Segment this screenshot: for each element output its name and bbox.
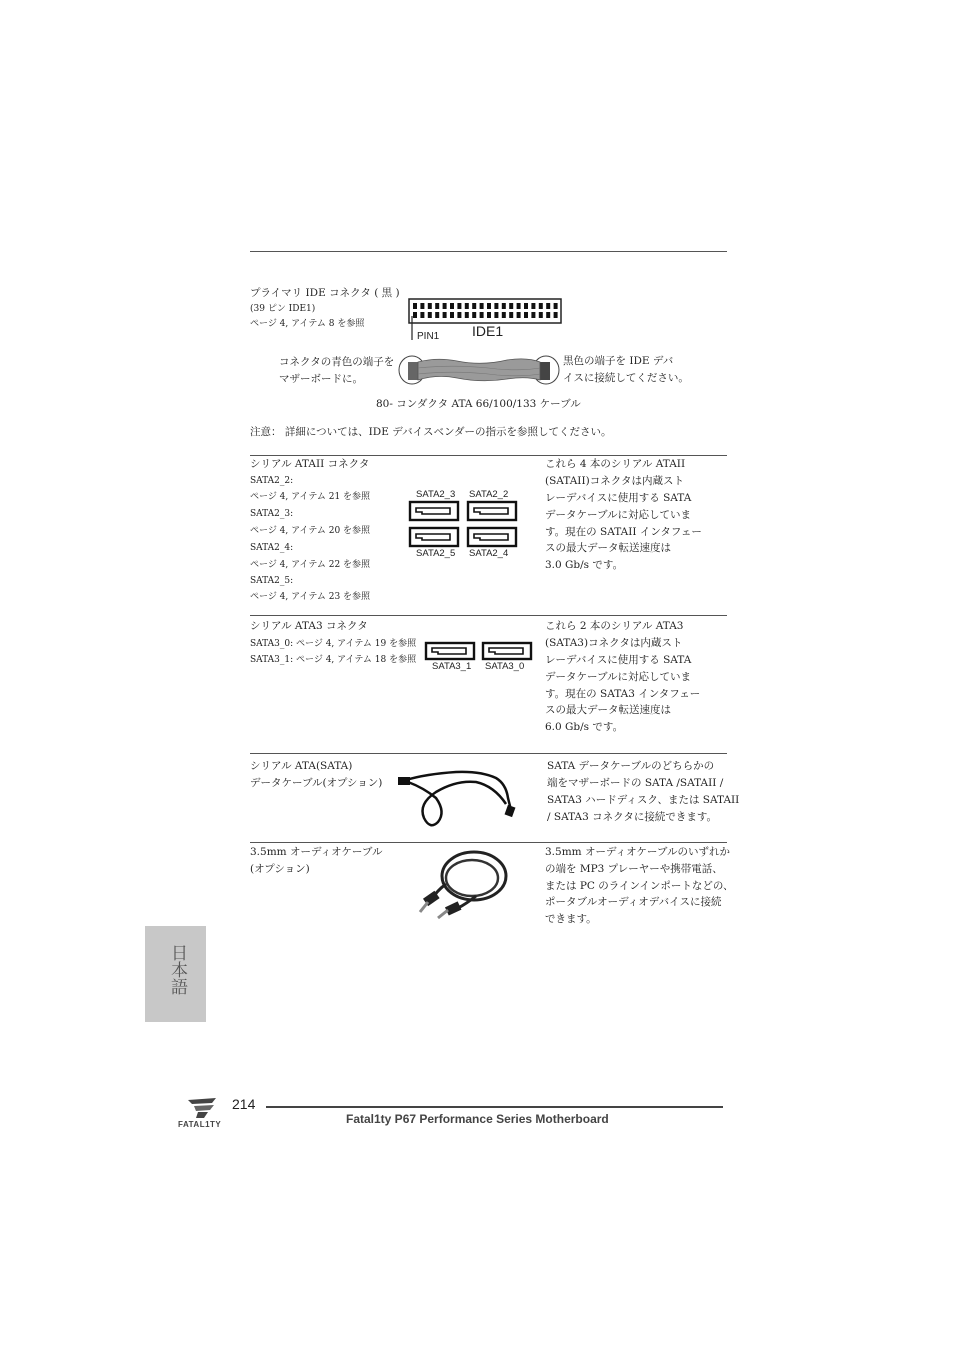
ide-pin [480, 303, 484, 309]
language-side-tab [145, 926, 206, 1022]
ide-pin [531, 303, 535, 309]
ide-pin [450, 312, 454, 318]
ide-pin [428, 303, 432, 309]
ide-pin [450, 303, 454, 309]
ide-pin [524, 312, 528, 318]
ide-ribbon-cable [397, 352, 561, 388]
ide-pin [517, 312, 521, 318]
ide-pin [443, 303, 447, 309]
ide-pin [472, 303, 476, 309]
sata3-desc-line: スの最大データ転送速度は [545, 704, 671, 716]
sata3-1-label: SATA3_1 [432, 661, 472, 672]
audio-cable-desc-line: できます。 [545, 913, 597, 925]
ide-pin [554, 303, 558, 309]
sata-cable-desc-line: SATA データケーブルのどちらかの [547, 760, 715, 772]
sata-cable-title-1: シリアル ATA(SATA) [250, 760, 353, 772]
ide-pin [435, 303, 439, 309]
audio-cable-rule [250, 842, 727, 843]
audio-cable-title-1: 3.5mm オーディオケーブル [250, 846, 383, 858]
ide-pin [465, 303, 469, 309]
top-rule [250, 251, 727, 252]
ide-pin [413, 312, 417, 318]
sata2-4-label: SATA2_4 [469, 548, 509, 559]
sata3-0-label: SATA3_0 [485, 661, 525, 672]
sata2-item-name: SATA2_2: [250, 476, 294, 486]
sata3-line-1: SATA3_0: ページ 4, アイテム 19 を参照 [250, 639, 417, 649]
ide-pin [465, 312, 469, 318]
ide-pin [509, 312, 513, 318]
ide-pin [509, 303, 513, 309]
ide-pin [457, 312, 461, 318]
sata3-ports-diagram [424, 641, 534, 661]
sata-cable-title-2: データケーブル(オプション) [250, 777, 383, 789]
ide-pin [420, 303, 424, 309]
ide-pin [531, 312, 535, 318]
ide-pin [443, 312, 447, 318]
logo-text: FATAL1TY [178, 1120, 222, 1129]
ide-pin [494, 312, 498, 318]
footer-rule [266, 1106, 723, 1108]
sata2-desc-line: (SATAII)コネクタは内蔵スト [545, 475, 684, 487]
ide-cable-caption: 80- コンダクタ ATA 66/100/133 ケーブル [376, 398, 581, 410]
audio-cable-desc-line: 3.5mm オーディオケーブルのいずれか [545, 846, 730, 858]
sata2-desc-line: スの最大データ転送速度は [545, 542, 671, 554]
ide-pin [502, 312, 506, 318]
ide-pin [413, 303, 417, 309]
sata2-2-label: SATA2_2 [469, 489, 509, 500]
ide-pin [435, 312, 439, 318]
sata3-desc-line: レーデバイスに使用する SATA [545, 654, 692, 666]
ide-pin [420, 312, 424, 318]
ide-pin [517, 303, 521, 309]
ide1-label: IDE1 [472, 323, 504, 339]
ide-title: プライマリ IDE コネクタ ( 黒 ) [250, 287, 400, 299]
ide-pin [546, 303, 550, 309]
audio-cable-title-2: (オプション) [250, 863, 310, 875]
sata2-item-name: SATA2_3: [250, 509, 294, 519]
sata2-desc-line: レーデバイスに使用する SATA [545, 492, 692, 504]
sata-cable-desc-line: 端をマザーボードの SATA /SATAII / [547, 777, 724, 789]
ide-pin [502, 303, 506, 309]
ide-right-note-1: 黒色の端子を IDE デバ [563, 355, 674, 367]
ide-pin [494, 303, 498, 309]
sata2-desc-line: これら 4 本のシリアル ATAII [545, 458, 686, 470]
sata2-item-name: SATA2_4: [250, 543, 294, 553]
sata3-desc-line: 6.0 Gb/s です。 [545, 721, 624, 733]
sata3-rule [250, 615, 727, 616]
ide-pin [428, 312, 432, 318]
sata2-item-name: SATA2_5: [250, 576, 294, 586]
sata3-desc-line: す。現在の SATA3 インタフェー [545, 688, 701, 700]
sata-cable-image [396, 768, 522, 830]
audio-cable-image [416, 846, 512, 924]
sata3-title: シリアル ATA3 コネクタ [250, 620, 368, 632]
ide-pin [457, 303, 461, 309]
sata2-item-ref: ページ 4, アイテム 23 を参照 [250, 592, 371, 602]
audio-cable-desc-line: の端を MP3 プレーヤーや携帯電話、 [545, 863, 723, 875]
ide-pin [472, 312, 476, 318]
audio-cable-desc-line: または PC のラインインポートなどの、 [545, 880, 734, 892]
ide-right-note-2: イスに接続してください。 [563, 372, 689, 384]
sata2-5-label: SATA2_5 [416, 548, 456, 559]
sata3-desc-line: (SATA3)コネクタは内蔵スト [545, 637, 683, 649]
ide-pin [539, 312, 543, 318]
ide-pin [480, 312, 484, 318]
sata-cable-desc-line: SATA3 ハードディスク、または SATAII [547, 794, 740, 806]
sata-cable-rule [250, 753, 727, 754]
sata2-3-label: SATA2_3 [416, 489, 456, 500]
sata3-desc-line: これら 2 本のシリアル ATA3 [545, 620, 684, 632]
sata2-item-ref: ページ 4, アイテム 21 を参照 [250, 492, 371, 502]
sata2-item-ref: ページ 4, アイテム 20 を参照 [250, 526, 371, 536]
ide-pin [546, 312, 550, 318]
ide-pin [539, 303, 543, 309]
sata2-title: シリアル ATAII コネクタ [250, 458, 370, 470]
sata2-item-ref: ページ 4, アイテム 22 を参照 [250, 560, 371, 570]
page-number: 214 [232, 1096, 256, 1112]
sata2-desc-line: データケーブルに対応していま [545, 509, 692, 521]
pin1-label: PIN1 [417, 331, 440, 342]
sata2-desc-line: 3.0 Gb/s です。 [545, 559, 624, 571]
sata2-ports-diagram [408, 500, 520, 548]
ide-caution: 注意： 詳細については、IDE デバイスベンダーの指示を参照してください。 [250, 426, 612, 438]
ide-pin [524, 303, 528, 309]
audio-cable-desc-line: ポータブルオーディオデバイスに接続 [545, 896, 722, 908]
ide-left-note-2: マザーボードに。 [279, 373, 363, 385]
sata-cable-desc-line: / SATA3 コネクタに接続できます。 [547, 811, 718, 823]
ide-left-note-1: コネクタの青色の端子を [279, 356, 395, 368]
ide-ref: ページ 4, アイテム 8 を参照 [250, 319, 365, 329]
language-label: 日本語 [167, 944, 187, 995]
footer-title: Fatal1ty P67 Performance Series Motherboard [346, 1112, 609, 1126]
sata3-line-2: SATA3_1: ページ 4, アイテム 18 を参照 [250, 655, 417, 665]
ide-pin [487, 312, 491, 318]
ide-pins: (39 ピン IDE1) [250, 304, 316, 314]
ide-pin [554, 312, 558, 318]
sata2-desc-line: す。現在の SATAII インタフェー [545, 526, 702, 538]
ide-pin [487, 303, 491, 309]
sata3-desc-line: データケーブルに対応していま [545, 671, 692, 683]
